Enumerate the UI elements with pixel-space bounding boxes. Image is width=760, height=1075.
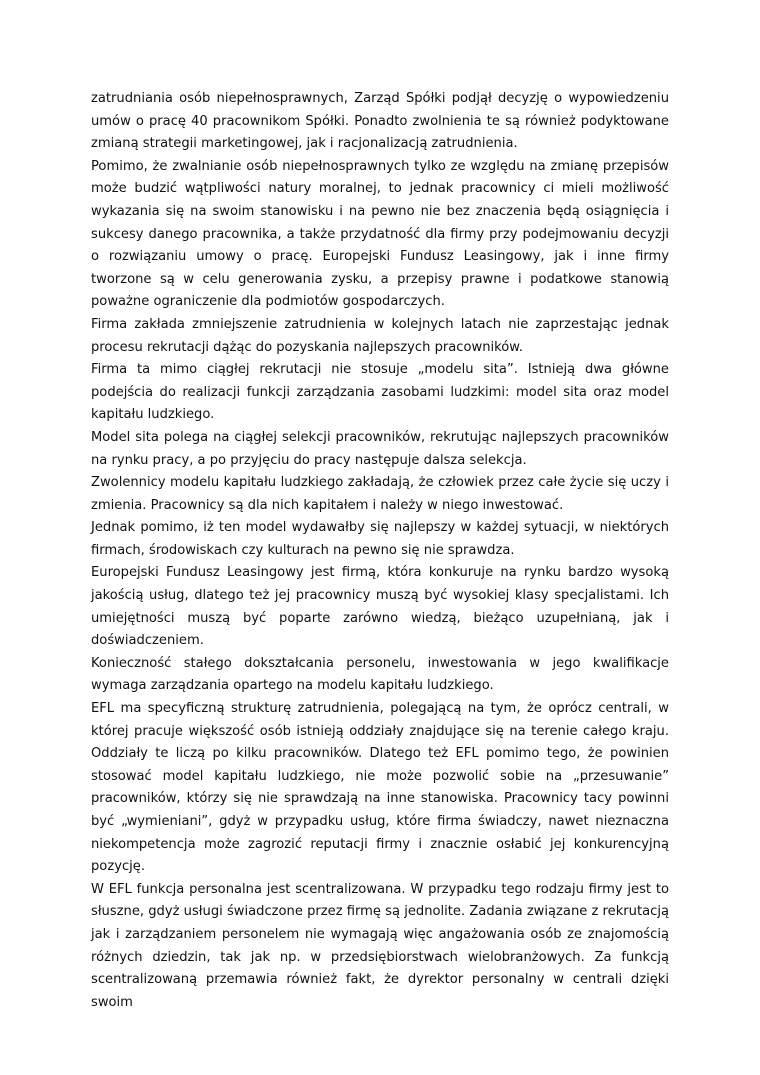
paragraph-7: Jednak pomimo, iż ten model wydawałby się najlepszy w każdej sytuacji, w niektórych firmach, środowiskach czy kulturach na pewno się nie sprawdza. — [91, 520, 669, 558]
paragraph-10: EFL ma specyficzną strukturę zatrudnienia, polegającą na tym, że oprócz centrali, w której pracuje większość osób istnieją oddziały znajdujące się na terenie całego kraju. Oddziały te liczą po kilku pracowników. Dlatego też EFL pomimo tego, że powinien stosować model kapitału ludzkiego, nie może pozwolić sobie na „przesuwanie” pracowników, którzy się nie sprawdzają na inne stanowiska. Pracownicy tacy powinni być „wymieniani”, gdyż w przypadku usług, które firma świadczy, nawet nieznaczna niekompetencja może zagrozić reputacji firmy i znacznie osłabić jej konkurencyjną pozycję. — [91, 701, 669, 875]
paragraph-9: Konieczność stałego dokształcania personelu, inwestowania w jego kwalifikacje wymaga zarządzania opartego na modelu kapitału ludzkiego. — [91, 655, 669, 694]
paragraph-4: Firma ta mimo ciągłej rekrutacji nie stosuje „modelu sita”. Istnieją dwa główne podejścia do realizacji funkcji zarządzania zasobami ludzkimi: model sita oraz model kapitału ludzkiego. — [91, 362, 669, 423]
document-body — [91, 88, 669, 1014]
paragraph-1: zatrudniania osób niepełnosprawnych, Zarząd Spółki podjął decyzję o wypowiedzeniu umów o pracę 40 pracownikom Spółki. Ponadto zwolnienia te są również podyktowane zmianą strategii marketingowej, jak i racjonalizacją zatrudnienia. — [91, 91, 669, 152]
paragraph-3: Firma zakłada zmniejszenie zatrudnienia w kolejnych latach nie zaprzestając jednak procesu rekrutacji dążąc do pozyskania najlepszych pracowników. — [91, 316, 669, 355]
paragraph-6: Zwolennicy modelu kapitału ludzkiego zakładają, że człowiek przez całe życie się uczy i zmienia. Pracownicy są dla nich kapitałem i należy w niego inwestować. — [91, 475, 669, 513]
paragraph-2: Pomimo, że zwalnianie osób niepełnosprawnych tylko ze względu na zmianę przepisów może budzić wątpliwości natury moralnej, to jednak pracownicy ci mieli możliwość wykazania się na swoim stanowisku i na pewno nie bez znaczenia będą osiągnięcia i sukcesy danego pracownika, a także przydatność dla firmy przy podejmowaniu decyzji o rozwiązaniu umowy o pracę. Europejski Fundusz Leasingowy, jak i inne firmy tworzone są w celu generowania zysku, a przepisy prawne i podatkowe stanowią poważne ograniczenie dla podmiotów gospodarczych. — [91, 158, 669, 310]
paragraph-8: Europejski Fundusz Leasingowy jest firmą, która konkuruje na rynku bardzo wysoką jakością usług, dlatego też jej pracownicy muszą być wysokiej klasy specjalistami. Ich umiejętności muszą być poparte zarówno wiedzą, bieżąco uzupełnianą, jak i doświadczeniem. — [91, 565, 669, 649]
paragraph-5: Model sita polega na ciągłej selekcji pracowników, rekrutując najlepszych pracowników na rynku pracy, a po przyjęciu do pracy następuje dalsza selekcja. — [91, 429, 669, 468]
paragraph-11: W EFL funkcja personalna jest scentralizowana. W przypadku tego rodzaju firmy jest to słuszne, gdyż usługi świadczone przez firmę są jednolite. Zadania związane z rekrutacją jak i zarządzaniem personelem nie wymagają więc angażowania osób ze znajomością różnych dziedzin, tak jak np. w przedsiębiorstwach wielobranżowych. Za funkcją scentralizowaną przemawia również fakt, że dyrektor personalny w centrali dzięki swoim — [91, 881, 669, 1010]
